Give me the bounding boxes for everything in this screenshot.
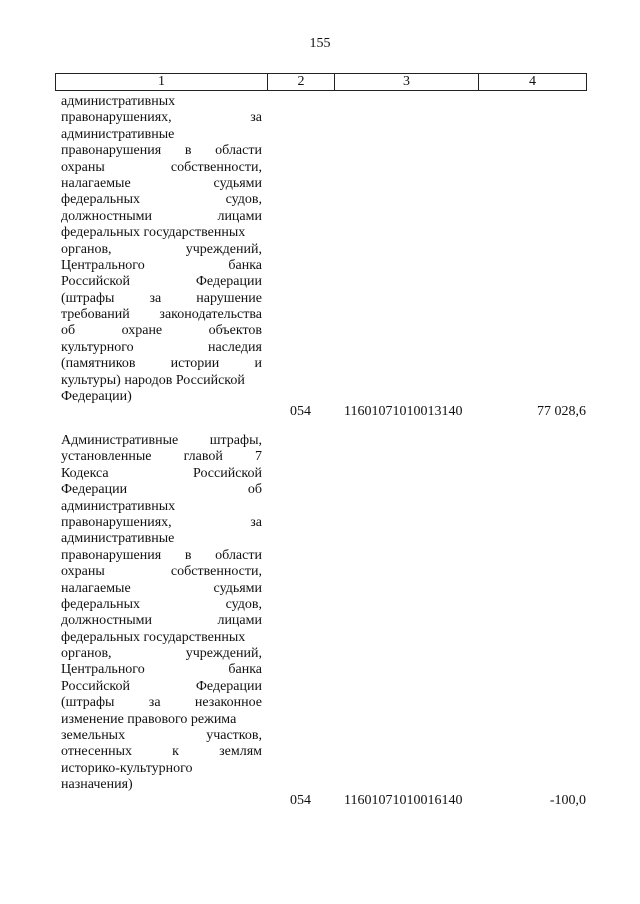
description-line — [61, 110, 262, 126]
description-word: банка — [228, 257, 262, 273]
description-line — [61, 630, 262, 646]
description-word: Центрального — [61, 257, 145, 273]
description-line — [61, 662, 262, 678]
description-line — [61, 127, 262, 143]
description-word: отнесенных — [61, 744, 132, 760]
description-word: правонарушения — [61, 143, 162, 159]
row-2-code: 054 — [290, 793, 311, 808]
description-word: должностными — [61, 208, 153, 224]
description-line — [61, 646, 262, 662]
description-word: землям — [219, 744, 262, 760]
description-word: охраны — [61, 564, 105, 580]
description-word: административных — [61, 498, 176, 514]
description-word: федеральных государственных — [61, 225, 246, 241]
description-line — [61, 433, 262, 449]
description-line — [61, 274, 262, 290]
description-line — [61, 258, 262, 274]
description-word: должностными — [61, 613, 153, 629]
description-word: Российской — [193, 465, 262, 481]
header-col-2: 2 — [268, 74, 335, 91]
description-word: правонарушениях, — [61, 514, 172, 530]
description-word: учреждений, — [185, 646, 262, 662]
header-col-1: 1 — [56, 74, 268, 91]
description-word: незаконное — [194, 695, 262, 711]
description-line — [61, 499, 262, 515]
description-line — [61, 225, 262, 241]
description-word: учреждений, — [185, 241, 262, 257]
description-word: Российской — [61, 274, 130, 290]
description-line — [61, 356, 262, 372]
description-word: наследия — [208, 339, 262, 355]
description-word: изменение правового режима — [61, 711, 237, 727]
description-word: органов, — [61, 241, 112, 257]
description-word: назначения) — [61, 777, 133, 793]
description-line — [61, 143, 262, 159]
description-line — [61, 744, 262, 760]
description-word: Федерации — [195, 678, 262, 694]
description-word: Федерации — [61, 482, 128, 498]
description-word: налагаемые — [61, 580, 131, 596]
description-word: за — [250, 514, 262, 530]
header-col-3: 3 — [335, 74, 479, 91]
description-line — [61, 564, 262, 580]
page-number: 155 — [309, 36, 331, 51]
description-line — [61, 242, 262, 258]
description-word: Федерации — [195, 274, 262, 290]
description-line — [61, 712, 262, 728]
description-line — [61, 176, 262, 192]
row-2-amount: -100,0 — [549, 793, 586, 808]
description-word: судьями — [213, 580, 262, 596]
description-word: нарушение — [196, 290, 262, 306]
description-word: культурного — [61, 339, 134, 355]
description-word: лицами — [217, 208, 262, 224]
description-word: и — [254, 356, 262, 372]
description-word: административные — [61, 126, 175, 142]
description-line — [61, 466, 262, 482]
description-word: лицами — [217, 613, 262, 629]
description-word: историко-культурного — [61, 760, 193, 776]
description-line — [61, 548, 262, 564]
description-word: Центрального — [61, 662, 145, 678]
description-line — [61, 209, 262, 225]
description-line — [61, 291, 262, 307]
description-word: в — [184, 143, 192, 159]
description-line — [61, 449, 262, 465]
description-word: об — [247, 482, 262, 498]
description-line — [61, 679, 262, 695]
row-1-kbk: 11601071010013140 — [344, 404, 463, 419]
description-word: Федерации) — [61, 389, 132, 405]
description-word: судьями — [213, 175, 262, 191]
description-word: судов, — [225, 596, 262, 612]
description-line — [61, 777, 262, 793]
description-word: 7 — [254, 449, 262, 465]
description-word: федеральных — [61, 596, 141, 612]
description-word: законодательства — [159, 307, 262, 323]
description-line — [61, 323, 262, 339]
description-line — [61, 192, 262, 208]
description-word: за — [148, 695, 161, 711]
description-line — [61, 531, 262, 547]
description-word: требований — [61, 307, 130, 323]
description-word: банка — [228, 662, 262, 678]
header-col-4: 4 — [479, 74, 587, 91]
description-word: штрафы, — [209, 433, 262, 448]
description-word: Российской — [61, 678, 130, 694]
description-word: правонарушениях, — [61, 110, 172, 126]
description-word: объектов — [208, 323, 262, 339]
description-line — [61, 761, 262, 777]
description-line — [61, 482, 262, 498]
description-word: участков, — [206, 728, 262, 744]
description-word: Административные — [61, 433, 179, 448]
description-line — [61, 613, 262, 629]
description-word: собственности, — [170, 159, 262, 175]
row-2-kbk: 11601071010016140 — [344, 793, 463, 808]
row-1-amount: 77 028,6 — [537, 404, 586, 419]
row-2-description — [61, 433, 262, 794]
description-word: установленные — [61, 449, 152, 465]
description-line — [61, 695, 262, 711]
description-word: (штрафы — [61, 290, 115, 306]
description-line — [61, 597, 262, 613]
description-word: федеральных — [61, 192, 141, 208]
description-word: охране — [121, 323, 163, 339]
description-word: органов, — [61, 646, 112, 662]
description-word: (памятников — [61, 356, 136, 372]
description-line — [61, 581, 262, 597]
description-word: об — [61, 323, 76, 339]
table-header — [55, 73, 587, 91]
description-line — [61, 373, 262, 389]
description-word: административных — [61, 94, 176, 109]
description-line — [61, 728, 262, 744]
description-line — [61, 515, 262, 531]
description-line — [61, 307, 262, 323]
description-word: области — [215, 143, 262, 159]
description-word: собственности, — [170, 564, 262, 580]
description-word: в — [184, 547, 192, 563]
description-word: (штрафы — [61, 695, 115, 711]
description-line — [61, 340, 262, 356]
row-1-description — [61, 94, 262, 405]
description-word: федеральных государственных — [61, 629, 246, 645]
description-word: судов, — [225, 192, 262, 208]
description-line — [61, 94, 262, 110]
description-word: земельных — [61, 728, 126, 744]
description-word: охраны — [61, 159, 105, 175]
description-word: правонарушения — [61, 547, 162, 563]
row-1-code: 054 — [290, 404, 311, 419]
description-word: к — [172, 744, 179, 760]
description-line — [61, 160, 262, 176]
description-word: налагаемые — [61, 175, 131, 191]
description-word: области — [215, 547, 262, 563]
description-word: Кодекса — [61, 465, 109, 481]
description-word: административные — [61, 531, 175, 547]
description-word: истории — [170, 356, 220, 372]
description-word: за — [149, 290, 162, 306]
description-word: за — [250, 110, 262, 126]
description-line — [61, 389, 262, 405]
description-word: культуры) народов Российской — [61, 372, 245, 388]
description-word: главой — [183, 449, 223, 465]
header-row — [56, 74, 587, 91]
